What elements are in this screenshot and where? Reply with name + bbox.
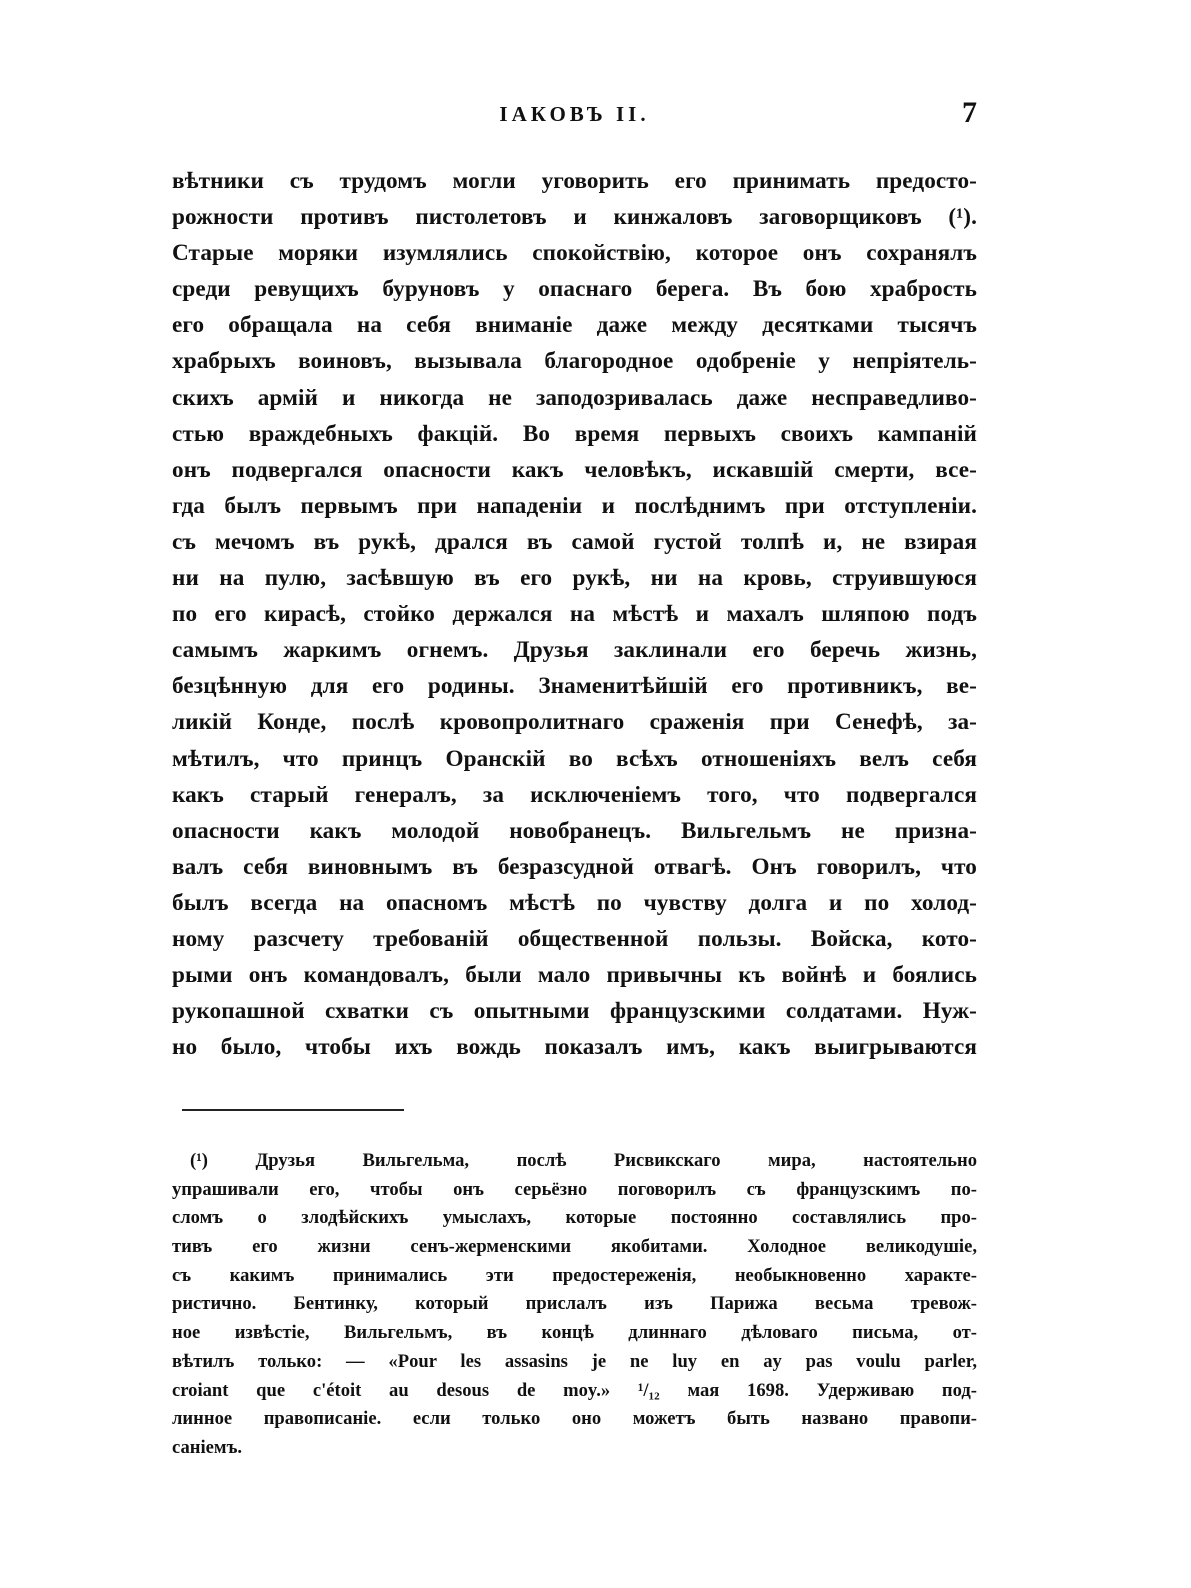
footnote-line: упрашивали его, чтобы онъ серьёзно поговорилъ съ французскимъ по-	[172, 1178, 977, 1200]
text-line: онъ подвергался опасности какъ человѣкъ, искавшій смерти, все-	[172, 456, 977, 483]
text-line: вѣтники съ трудомъ могли уговорить его принимать предосто-	[172, 168, 977, 194]
running-title: ІАКОВЪ II.	[499, 102, 650, 126]
text-line: ни на пулю, засѣвшую въ его рукѣ, ни на кровь, струившуюся	[172, 565, 977, 592]
text-line: скихъ армій и никогда не заподозривалась даже несправедливо-	[172, 384, 977, 411]
footnote-line: ное извѣстіе, Вильгельмъ, въ концѣ длиннаго дѣловаго письма, от-	[172, 1322, 977, 1344]
footnote-line: сломъ о злодѣйскихъ умыслахъ, которые постоянно составлялись про-	[172, 1207, 977, 1229]
footnote-line: линное правописаніе. если только оно можетъ быть названо правопи-	[172, 1408, 977, 1430]
text-line: рыми онъ командовалъ, были мало привычны къ войнѣ и боялись	[172, 962, 977, 989]
running-header	[172, 96, 977, 142]
text-line: опасности какъ молодой новобранецъ. Вильгельмъ не призна-	[172, 817, 977, 844]
text-line: среди ревущихъ буруновъ у опаснаго берега. Въ бою храбрость	[172, 276, 977, 303]
text-line: валъ себя виновнымъ въ безразсудной отвагѣ. Онъ говорилъ, что	[172, 853, 977, 880]
footnote-line: ристично. Бентинку, который прислалъ изъ Парижа весьма тревож-	[172, 1293, 977, 1315]
footnote-line: саніемъ.	[172, 1436, 243, 1458]
text-line: былъ всегда на опасномъ мѣстѣ по чувству долга и по холод-	[172, 889, 977, 916]
text-line: ному разсчету требованій общественной пользы. Войска, кото-	[172, 925, 977, 952]
text-line: ликій Конде, послѣ кровопролитнаго сраженія при Сенефѣ, за-	[172, 709, 977, 736]
footnote-line: croiant que c'étoit au desous de moy.» ¹/₁₂ мая 1698. Удерживаю под-	[172, 1379, 977, 1401]
text-line: стью враждебныхъ факцій. Во время первыхъ своихъ кампаній	[172, 420, 977, 447]
text-line: гда былъ первымъ при нападеніи и послѣднимъ при отступленіи.	[172, 492, 977, 519]
text-line: какъ старый генералъ, за исключеніемъ того, что подвергался	[172, 781, 977, 808]
main-text	[172, 163, 977, 1065]
text-line: Старые моряки изумлялись спокойствію, которое онъ сохранялъ	[172, 240, 977, 267]
text-line: но было, чтобы ихъ вождь показалъ имъ, какъ выигрываются	[172, 1034, 977, 1061]
text-line: самымъ жаркимъ огнемъ. Друзья заклинали его беречь жизнь,	[172, 637, 977, 664]
text-line: его обращала на себя вниманіе даже между десятками тысячъ	[172, 312, 977, 339]
text-line: рукопашной схватки съ опытными французскими солдатами. Нуж-	[172, 998, 977, 1025]
text-line: храбрыхъ воиновъ, вызывала благородное одобреніе у непріятель-	[172, 348, 977, 375]
footnote-line: тивъ его жизни сенъ-жерменскими якобитами. Холодное великодушіе,	[172, 1236, 977, 1258]
text-line: рожности противъ пистолетовъ и кинжаловъ заговорщиковъ (¹).	[172, 204, 977, 231]
text-line: безцѣнную для его родины. Знаменитѣйшій его противникъ, ве-	[172, 673, 977, 700]
footnote-line: вѣтилъ только: — «Pour les assasins je ne luy en ay pas voulu parler,	[172, 1350, 977, 1372]
footnote-line: съ какимъ принимались эти предостереженія, необыкновенно характе-	[172, 1264, 977, 1286]
text-line: по его кирасѣ, стойко держался на мѣстѣ и махалъ шляпою подъ	[172, 601, 977, 628]
page-number: 7	[962, 96, 977, 129]
footnote-divider	[182, 1109, 404, 1111]
text-line: мѣтилъ, что принцъ Оранскій во всѣхъ отношеніяхъ велъ себя	[172, 745, 977, 772]
text-line: съ мечомъ въ рукѣ, дрался въ самой густой толпѣ и, не взирая	[172, 528, 977, 555]
footnote-line: (¹) Друзья Вильгельма, послѣ Рисвикскаго мира, настоятельно	[190, 1150, 977, 1171]
footnote	[172, 1147, 977, 1463]
